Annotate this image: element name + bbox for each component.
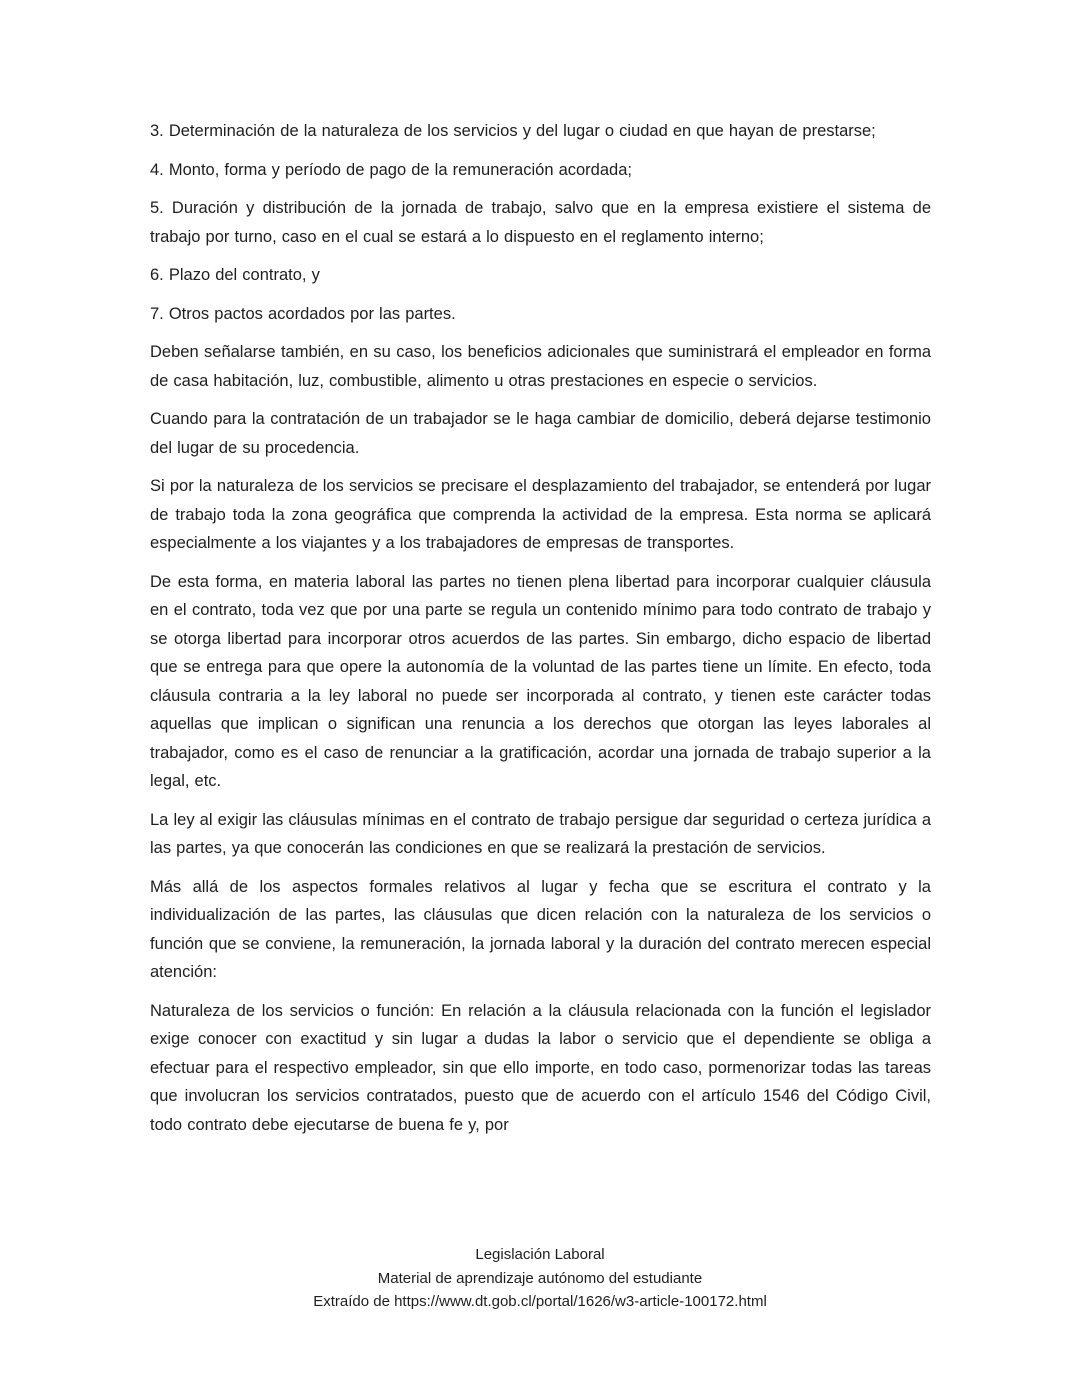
footer-source-url: Extraído de https://www.dt.gob.cl/portal/1626/w3-article-100172.html bbox=[313, 1293, 767, 1310]
paragraph-naturaleza-servicios: Naturaleza de los servicios o función: En relación a la cláusula relacionada con la función el legislador exige conocer con exactitud y sin lugar a dudas la labor o servicio que el dependiente se obliga a efectuar para el respectivo empleador, sin que ello importe, en todo caso, pormenorizar todas las tareas que involucran los servicios contratados, puesto que de acuerdo con el artículo 1546 del Código Civil, todo contrato debe ejecutarse de buena fe y, por bbox=[150, 1001, 931, 1134]
numbered-clause-3: 3. Determinación de la naturaleza de los servicios y del lugar o ciudad en que hayan de prestarse; bbox=[150, 122, 876, 140]
paragraph-beneficios-adicionales: Deben señalarse también, en su caso, los beneficios adicionales que suministrará el empleador en forma de casa habitación, luz, combustible, alimento u otras prestaciones en especie o servicios. bbox=[150, 343, 931, 390]
numbered-clause-7: 7. Otros pactos acordados por las partes. bbox=[150, 304, 456, 323]
numbered-clause-4: 4. Monto, forma y período de pago de la remuneración acordada; bbox=[150, 160, 632, 179]
paragraph-cambio-domicilio: Cuando para la contratación de un trabajador se le haga cambiar de domicilio, deberá dejarse testimonio del lugar de su procedencia. bbox=[150, 410, 931, 457]
paragraph-clausulas-minimas: La ley al exigir las cláusulas mínimas en el contrato de trabajo persigue dar seguridad o certeza jurídica a las partes, ya que conocerán las condiciones en que se realizará la prestación de servicios. bbox=[150, 810, 931, 857]
footer-subtitle: Material de aprendizaje autónomo del estudiante bbox=[377, 1269, 703, 1287]
paragraph-aspectos-formales: Más allá de los aspectos formales relativos al lugar y fecha que se escritura el contrato y la individualización de las partes, las cláusulas que dicen relación con la naturaleza de los servicios o función que se conviene, la remuneración, la jornada laboral y la duración del contrato merecen especial atención: bbox=[150, 877, 931, 981]
numbered-clause-6: 6. Plazo del contrato, y bbox=[150, 266, 320, 284]
document-body bbox=[150, 117, 931, 1149]
footer-course-title: Legislación Laboral bbox=[475, 1246, 605, 1263]
paragraph-libertad-contractual: De esta forma, en materia laboral las partes no tienen plena libertad para incorporar cualquier cláusula en el contrato, toda vez que por una parte se regula un contenido mínimo para todo contrato de trabajo y se otorga libertad para incorporar otros acuerdos de las partes. Sin embargo, dicho espacio de libertad que se entrega para que opere la autonomía de la voluntad de las partes tiene un límite. En efecto, toda cláusula contraria a la ley laboral no puede ser incorporada al contrato, y tienen este carácter todas aquellas que implican o significan una renuncia a los derechos que otorgan las leyes laborales al trabajador, como es el caso de renunciar a la gratificación, acordar una jornada de trabajo superior a la legal, etc. bbox=[150, 572, 931, 790]
numbered-clause-5: 5. Duración y distribución de la jornada de trabajo, salvo que en la empresa existiere el sistema de trabajo por turno, caso en el cual se estará a lo dispuesto en el reglamento interno; bbox=[150, 199, 931, 246]
page-footer bbox=[0, 1243, 1080, 1314]
paragraph-desplazamiento-trabajador: Si por la naturaleza de los servicios se precisare el desplazamiento del trabajador, se entenderá por lugar de trabajo toda la zona geográfica que comprenda la actividad de la empresa. Esta norma se aplicará especialmente a los viajantes y a los trabajadores de empresas de transportes. bbox=[150, 477, 931, 552]
